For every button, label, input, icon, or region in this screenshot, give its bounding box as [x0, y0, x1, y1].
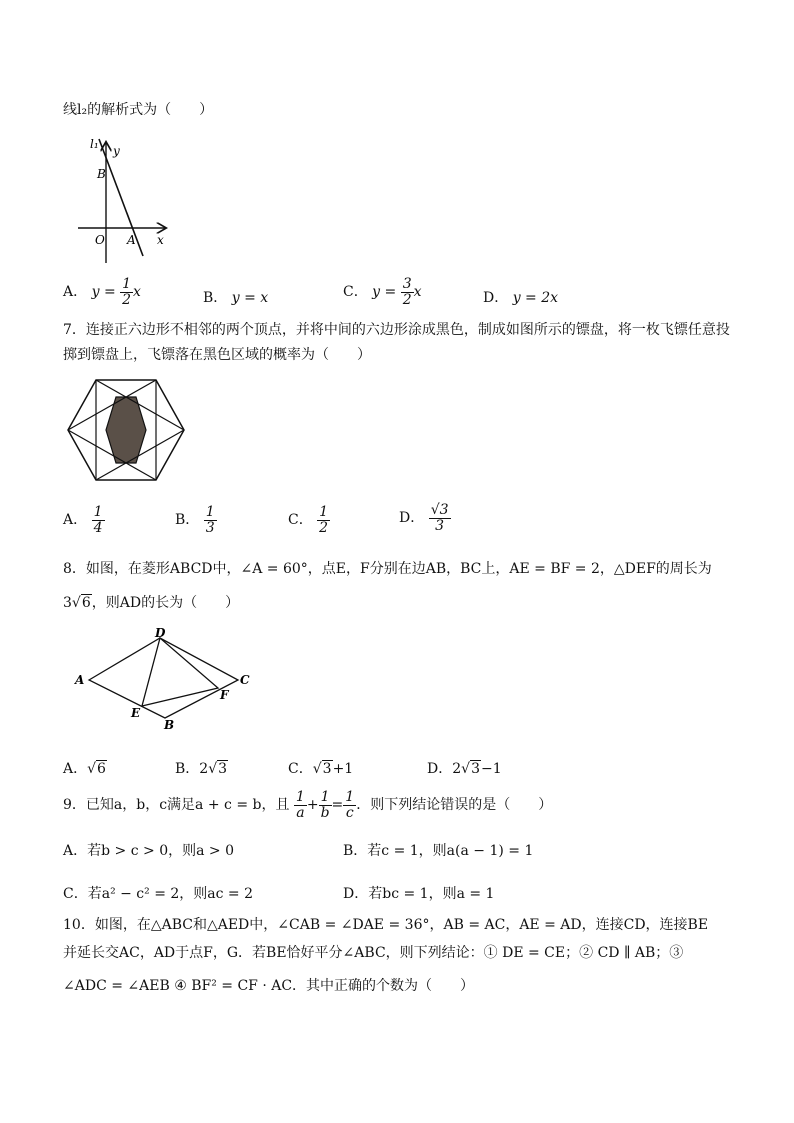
fraction-denominator: 2 — [122, 291, 132, 308]
label-y: y — [113, 144, 120, 158]
option-expr: y = — [372, 284, 397, 301]
option-label: D． — [399, 510, 425, 527]
option-label: C． — [63, 886, 88, 902]
fraction-numerator: 1 — [295, 789, 305, 805]
option-expr: y = x — [231, 290, 269, 306]
option-text: 若c = 1，则a(a − 1) = 1 — [367, 843, 534, 859]
option-text: 若b > c > 0，则a > 0 — [87, 843, 234, 859]
option-label: A． — [63, 512, 88, 529]
q8-rhombus-figure — [72, 628, 257, 733]
fraction-denominator: c — [345, 804, 354, 821]
radicand: 3 — [322, 761, 332, 777]
option-label: C． — [343, 284, 368, 301]
label-F: F — [220, 688, 229, 702]
option-label: D． — [343, 886, 369, 902]
option-label: B． — [175, 512, 200, 529]
option-label: C． — [288, 512, 313, 529]
fraction-denominator: b — [320, 804, 330, 821]
rhombus-abcd — [89, 638, 238, 718]
option-text: 若bc = 1，则a = 1 — [368, 886, 495, 902]
label-C: C — [240, 673, 250, 687]
fraction-numerator: √3 — [430, 502, 449, 518]
q7-stem-line1: 7．连接正六边形不相邻的两个顶点，并将中间的六边形涂成黑色，制成如图所示的镖盘，将一枚飞镖任意投 — [63, 322, 730, 338]
operator: + — [306, 797, 319, 814]
stem-text: ．则下列结论错误的是（ ） — [356, 797, 553, 814]
option-label: D． — [483, 290, 509, 306]
coefficient: 2 — [199, 761, 209, 777]
fraction-numerator: 1 — [345, 789, 355, 805]
label-E: E — [131, 706, 141, 720]
radicand: 6 — [81, 595, 91, 611]
option-expr: y = — [91, 284, 116, 301]
q9-stem — [63, 790, 552, 820]
q8-stem-line2: 3√6，则AD的长为（ ） — [63, 595, 240, 611]
radicand: 3 — [218, 761, 228, 777]
q7-stem-line2: 掷到镖盘上，飞镖落在黑色区域的概率为（ ） — [63, 347, 371, 363]
coefficient: 2 — [452, 761, 462, 777]
fraction-denominator: 2 — [402, 291, 412, 308]
option-label: A． — [63, 843, 88, 859]
coefficient: 3 — [63, 595, 72, 611]
fraction-numerator: 1 — [205, 504, 215, 520]
label-l1: l₁ — [90, 137, 99, 151]
q6-option-d[interactable] — [483, 287, 558, 307]
q8-option-c[interactable]: C．√3+1 — [288, 761, 354, 777]
option-text: 若a² − c² = 2，则ac = 2 — [87, 886, 254, 902]
label-A: A — [75, 673, 85, 687]
option-expr: y = 2x — [512, 290, 559, 306]
q6-option-a[interactable] — [63, 277, 141, 307]
fraction-numerator: 3 — [402, 276, 412, 292]
tail: −1 — [481, 761, 502, 777]
q8-option-b[interactable]: B．2√3 — [175, 761, 228, 777]
label-D: D — [155, 628, 166, 640]
option-label: A． — [63, 761, 88, 777]
q10-stem-line2: 并延长交AC，AD于点F，G．若BE恰好平分∠ABC，则下列结论：① DE = CE；② CD ∥ AB；③ — [63, 945, 684, 961]
fraction-numerator: 1 — [319, 504, 329, 520]
q6-stem-tail: 线l₂的解析式为（ ） — [63, 102, 214, 118]
stem-text: ，则AD的长为（ ） — [91, 595, 240, 611]
q6-option-c[interactable] — [343, 277, 422, 307]
q6-option-b[interactable] — [203, 287, 268, 307]
q9-option-d[interactable] — [343, 883, 494, 903]
q7-option-a[interactable] — [63, 505, 105, 535]
option-label: D． — [427, 761, 453, 777]
fraction-denominator: 3 — [435, 517, 445, 534]
q9-option-a[interactable] — [63, 840, 234, 860]
radicand: 3 — [471, 761, 480, 777]
fraction-denominator: a — [296, 804, 305, 821]
option-label: A． — [63, 284, 88, 301]
option-label: B． — [175, 761, 200, 777]
label-O: O — [95, 233, 105, 247]
option-expr: x — [133, 284, 141, 301]
fraction-numerator: 1 — [93, 504, 103, 520]
label-x: x — [157, 233, 164, 247]
fraction-numerator: 1 — [319, 790, 332, 806]
fraction-numerator: 1 — [122, 276, 132, 292]
black-hexagon — [106, 397, 146, 463]
radicand: 6 — [97, 761, 106, 777]
q6-figure — [70, 135, 180, 265]
q10-stem-line1: 10．如图，在△ABC和△AED中，∠CAB = ∠DAE = 36°，AB = AC，AE = AD，连接CD，连接BE — [63, 917, 709, 933]
q8-stem-line1: 8．如图，在菱形ABCD中，∠A = 60°，点E，F分别在边AB，BC上，AE = BF = 2，△DEF的周长为 — [63, 561, 712, 577]
q7-dartboard-figure — [66, 378, 186, 483]
q8-option-d[interactable]: D．2√3−1 — [427, 761, 502, 777]
label-A: A — [127, 233, 136, 247]
q7-option-d[interactable] — [399, 503, 451, 533]
label-B: B — [164, 718, 175, 732]
option-label: B． — [203, 290, 228, 306]
option-label: C． — [288, 761, 313, 777]
option-label: B． — [343, 843, 368, 859]
option-expr: x — [413, 284, 422, 301]
q7-option-c[interactable] — [288, 505, 330, 535]
q10-stem-line3: ∠ADC = ∠AEB ④ BF² = CF · AC．其中正确的个数为（ ） — [63, 978, 475, 994]
stem-text: 9．已知a，b，c满足a + c = b，且 — [63, 797, 290, 814]
fraction-denominator: 2 — [319, 519, 329, 536]
tail: +1 — [332, 761, 354, 777]
q9-option-c[interactable] — [63, 883, 253, 903]
fraction-denominator: 3 — [205, 519, 215, 536]
operator: = — [331, 797, 344, 814]
q8-option-a[interactable]: A．√6 — [63, 761, 106, 777]
label-B: B — [97, 167, 106, 181]
q7-option-b[interactable] — [175, 505, 217, 535]
q9-option-b[interactable] — [343, 840, 533, 860]
fraction-denominator: 4 — [93, 519, 103, 536]
